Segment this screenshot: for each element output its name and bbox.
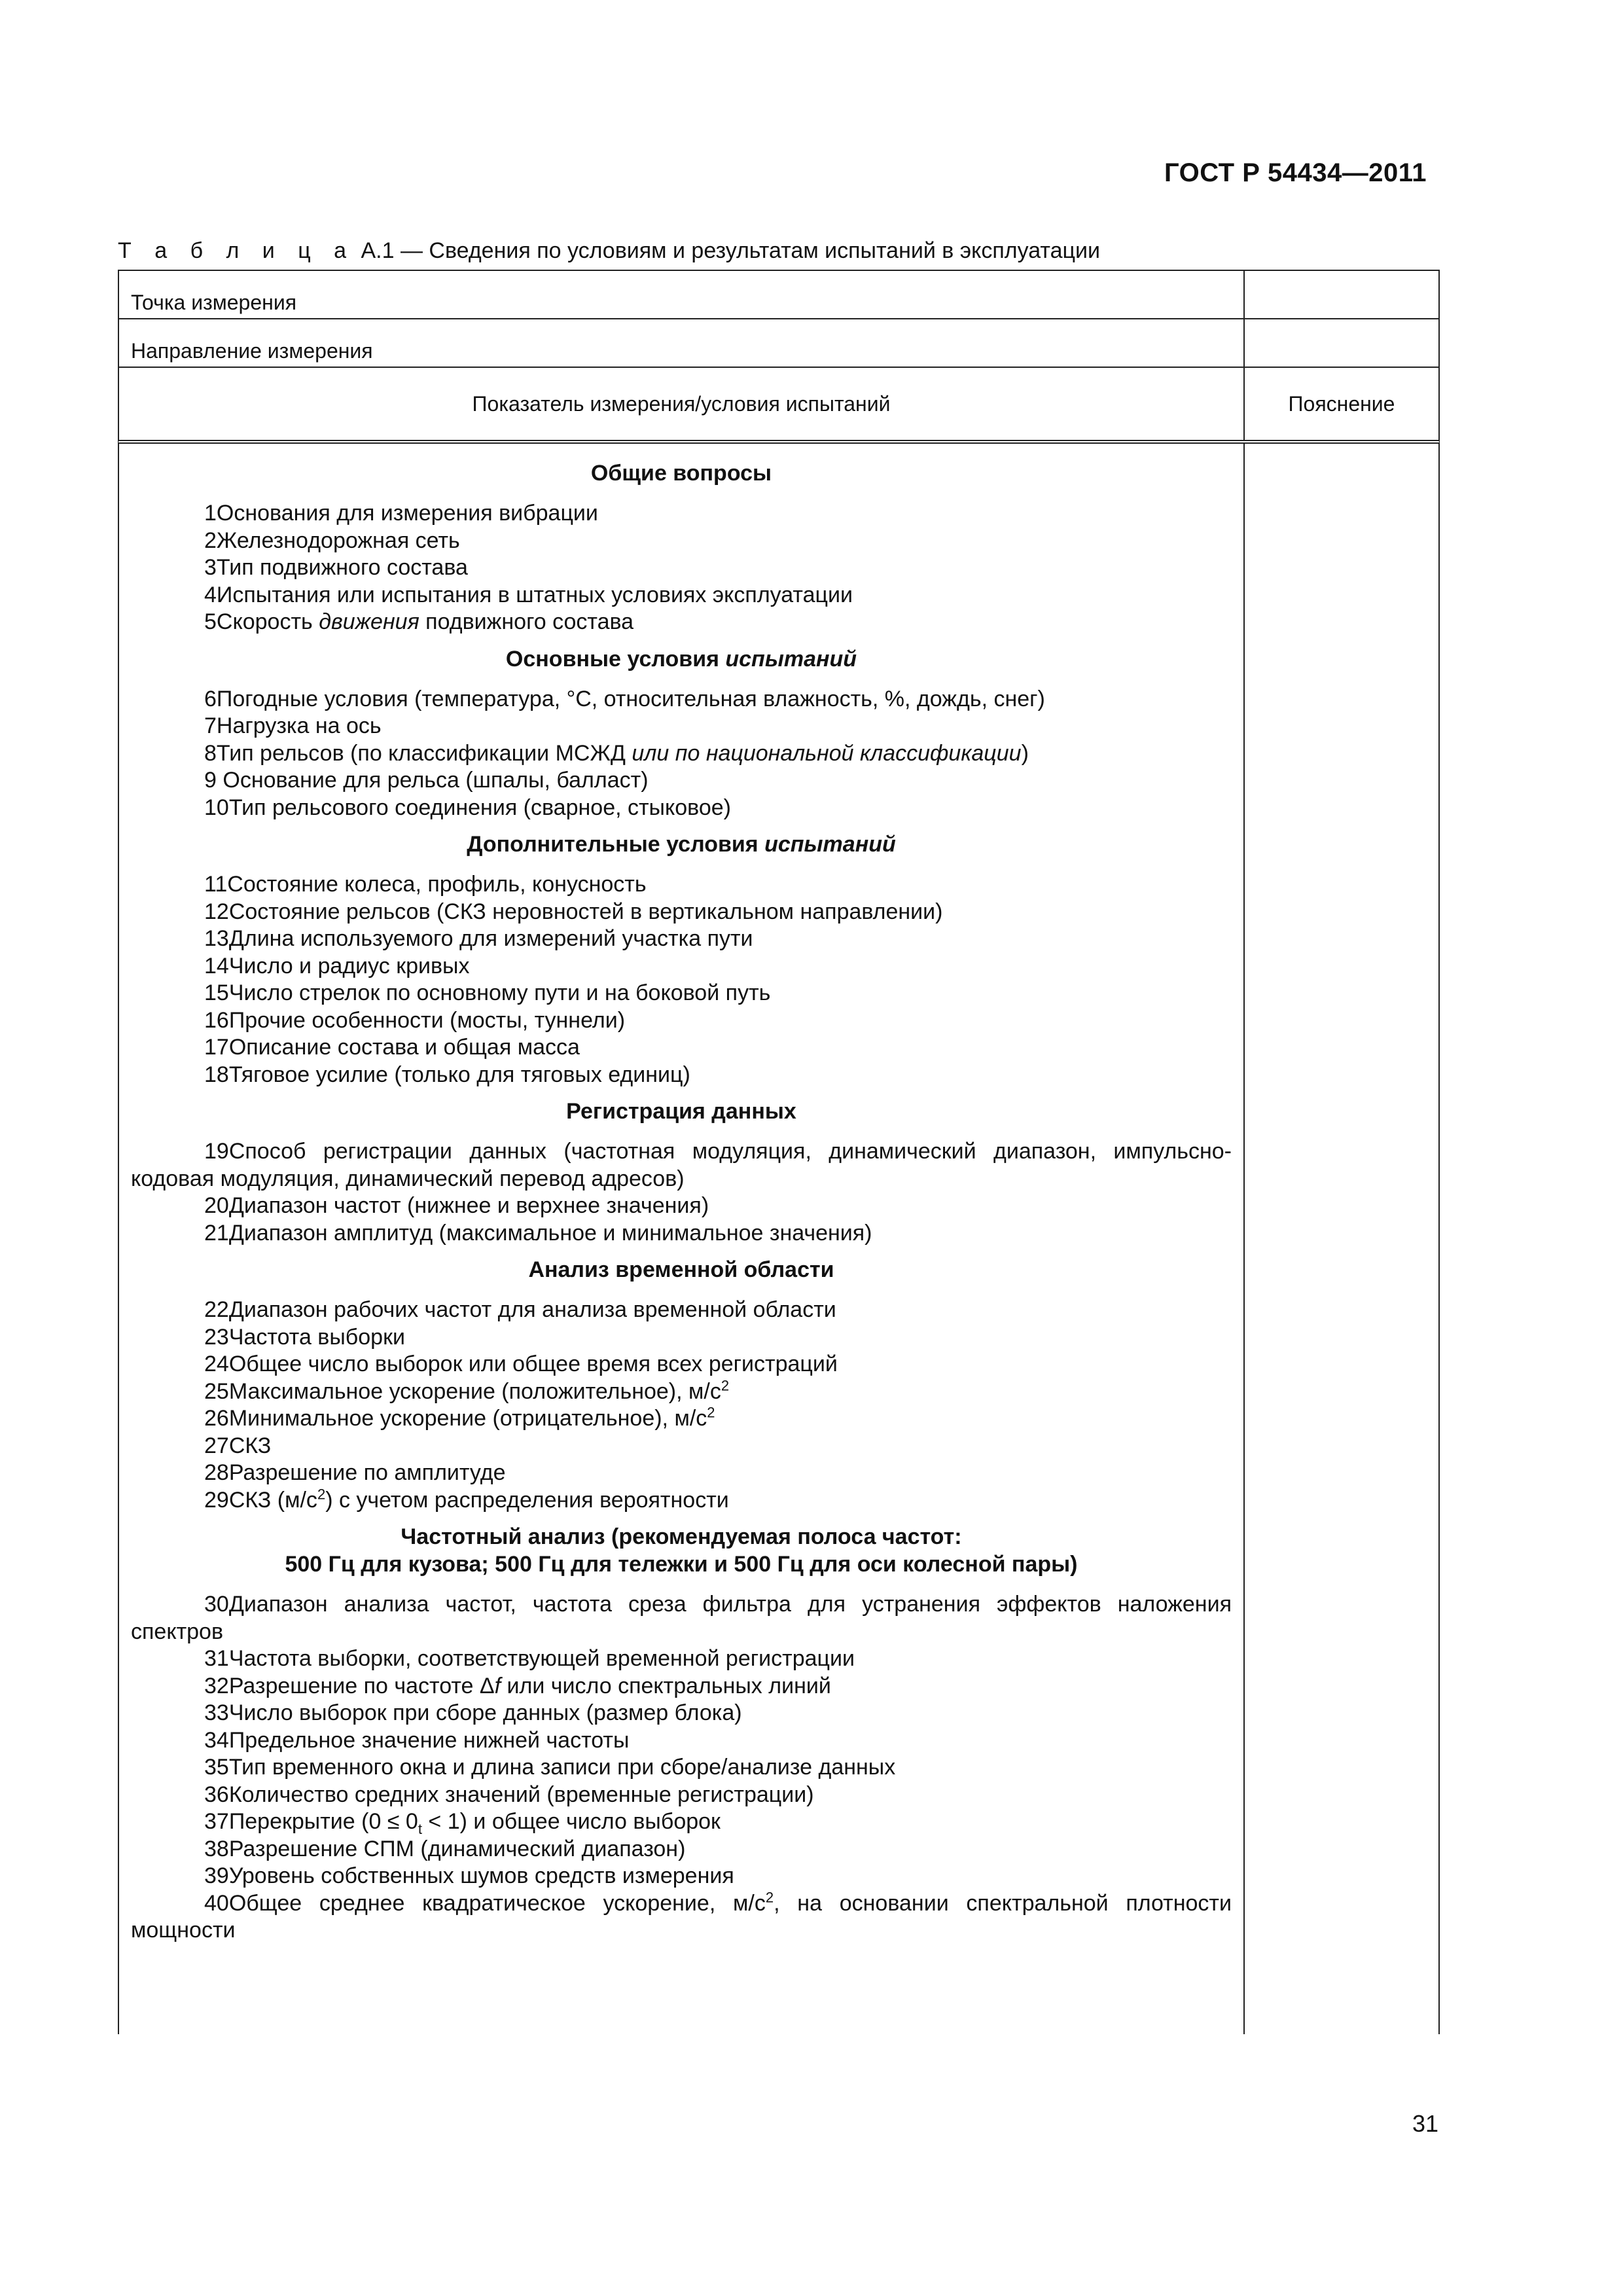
list-item [131, 1062, 1232, 1089]
text-fragment: Минимальное ускорение (отрицательное), м/с [228, 1406, 707, 1431]
list-item [131, 795, 1232, 822]
list-item [131, 609, 1232, 636]
list-item [131, 1297, 1232, 1324]
table-row-direction [118, 318, 1440, 367]
list-item [131, 1836, 1232, 1863]
list-item [131, 1727, 1232, 1755]
text-fragment: Максимальное ускорение (положительное), м/с [228, 1378, 721, 1404]
item-number: 31 [204, 1646, 229, 1671]
table-caption-label: Т а б л и ц а [118, 238, 355, 263]
text-fragment: Анализ временной области [528, 1257, 834, 1282]
text-fragment: Тип рельсов (по классификации МСЖД [216, 740, 632, 766]
list-item [131, 582, 1232, 609]
list-item [131, 500, 1232, 528]
text-fragment: Диапазон анализа частот, частота среза фильтра для устранения эффектов наложения спектров [131, 1592, 1232, 1644]
text-fragment: Уровень собственных шумов средств измерения [228, 1863, 734, 1888]
list-item [131, 980, 1232, 1007]
item-number: 6 [204, 686, 217, 711]
item-number: 17 [204, 1035, 229, 1060]
list-item [131, 1754, 1232, 1782]
list-item [131, 1193, 1232, 1220]
row-value-direction[interactable] [1245, 319, 1438, 367]
list-item [131, 1405, 1232, 1433]
text-fragment: Число и радиус кривых [228, 953, 470, 978]
section-title-line: 500 Гц для кузова; 500 Гц для тележки и 500 Гц для оси колесной пары) [285, 1552, 1078, 1577]
list-item [131, 899, 1232, 926]
item-number: 19 [204, 1139, 229, 1164]
list-item [131, 1890, 1232, 1945]
item-number: 1 [204, 501, 217, 526]
text-fragment: Длина используемого для измерений участка пути [228, 926, 753, 951]
item-number: 37 [204, 1809, 229, 1834]
item-number: 14 [204, 953, 229, 978]
text-fragment: Диапазон амплитуд (максимальное и минимальное значения) [228, 1220, 872, 1246]
row-label-direction: Направление измерения [119, 319, 1245, 367]
table-caption [118, 238, 1100, 264]
section-title [131, 645, 1232, 673]
item-number: 22 [204, 1297, 229, 1322]
item-number: 16 [204, 1007, 229, 1033]
text-fragment: Тяговое усилие (только для тяговых единиц) [228, 1062, 690, 1087]
list-item [131, 1808, 1232, 1836]
text-fragment: Способ регистрации данных (частотная модуляция, динамический диапазон, импульсно-кодовая модуляция, динамический перевод адресов) [131, 1139, 1232, 1191]
item-number: 13 [204, 926, 229, 951]
text-fragment: Общие вопросы [590, 461, 772, 486]
list-item [131, 925, 1232, 953]
text-fragment: Дополнительные условия [467, 832, 765, 857]
item-number: 33 [204, 1700, 229, 1725]
text-fragment: Основание для рельса (шпалы, балласт) [216, 768, 649, 793]
text-fragment: Основные условия [505, 646, 726, 672]
text-fragment: Нагрузка на ось [216, 713, 382, 738]
list-item [131, 871, 1232, 899]
item-number: 10 [204, 795, 229, 820]
text-fragment: или число спектральных линий [501, 1673, 831, 1698]
item-number: 11 [204, 872, 228, 897]
text-fragment: Погодные условия (температура, °С, относительная влажность, %, дождь, снег) [216, 686, 1045, 711]
table-row-point [118, 270, 1440, 318]
text-fragment: Разрешение СПМ (динамический диапазон) [228, 1836, 686, 1861]
text-fragment: Состояние колеса, профиль, конусность [227, 872, 647, 897]
item-number: 35 [204, 1755, 229, 1780]
item-number: 40 [204, 1890, 229, 1916]
list-item [131, 713, 1232, 740]
item-number: 15 [204, 980, 229, 1005]
text-fragment: Общее среднее квадратическое ускорение, м/с [228, 1890, 766, 1916]
text-fragment: Частота выборки, соответствующей временной регистрации [228, 1646, 855, 1671]
item-number: 23 [204, 1324, 229, 1350]
section-title [131, 459, 1232, 487]
text-fragment: Испытания или испытания в штатных условиях эксплуатации [216, 582, 853, 607]
text-fragment: СКЗ [228, 1433, 272, 1458]
item-number: 5 [204, 609, 217, 634]
column-header-main: Показатель измерения/условия испытаний [119, 368, 1245, 440]
list-item [131, 1700, 1232, 1727]
text-fragment: движения [319, 609, 419, 634]
item-number: 27 [204, 1433, 229, 1458]
list-item [131, 1351, 1232, 1378]
list-item [131, 528, 1232, 555]
text-fragment: t [418, 1820, 422, 1837]
section-title [131, 1256, 1232, 1283]
item-number: 28 [204, 1460, 229, 1485]
list-item [131, 1138, 1232, 1193]
item-number: 34 [204, 1727, 229, 1753]
list-item [131, 1673, 1232, 1700]
table-body [118, 444, 1440, 2034]
text-fragment: , на основании спектральной плотности мощности [131, 1890, 1232, 1943]
text-fragment: Разрешение по частоте Δ [228, 1673, 495, 1698]
section-title [131, 831, 1232, 858]
section-title [131, 1523, 1232, 1578]
item-number: 32 [204, 1673, 229, 1698]
text-fragment: Общее число выборок или общее время всех регистраций [228, 1352, 838, 1376]
text-fragment: Разрешение по амплитуде [228, 1460, 506, 1485]
text-fragment: 2 [707, 1404, 715, 1421]
list-item [131, 686, 1232, 713]
text-fragment: Количество средних значений (временные регистрации) [228, 1782, 814, 1807]
text-fragment: Число стрелок по основному пути и на боковой путь [228, 980, 771, 1005]
list-item [131, 1220, 1232, 1247]
text-fragment: Тип временного окна и длина записи при сборе/анализе данных [228, 1755, 896, 1780]
text-fragment: < 1) и общее число выборок [421, 1809, 721, 1834]
text-fragment: Прочие особенности (мосты, туннели) [228, 1007, 626, 1033]
text-fragment: Перекрытие (0 ≤ 0 [228, 1809, 418, 1834]
list-item [131, 1782, 1232, 1809]
list-item [131, 740, 1232, 768]
page-number: 31 [1412, 2110, 1438, 2137]
text-fragment: СКЗ (м/с [228, 1487, 317, 1513]
list-item [131, 1460, 1232, 1487]
item-number: 25 [204, 1378, 229, 1404]
item-number: 9 [204, 768, 217, 793]
item-number: 30 [204, 1592, 229, 1617]
item-number: 26 [204, 1406, 229, 1431]
item-number: 38 [204, 1836, 229, 1861]
text-fragment: Регистрация данных [566, 1099, 796, 1124]
text-fragment: Число выборок при сборе данных (размер блока) [228, 1700, 742, 1725]
text-fragment: ) с учетом распределения вероятности [325, 1487, 729, 1513]
list-item [131, 1645, 1232, 1673]
list-item [131, 554, 1232, 582]
text-fragment: Предельное значение нижней частоты [228, 1727, 630, 1753]
text-fragment: 2 [317, 1486, 326, 1503]
list-item [131, 1378, 1232, 1406]
list-item [131, 953, 1232, 980]
text-fragment: Частота выборки [228, 1324, 405, 1350]
item-number: 18 [204, 1062, 229, 1087]
explanation-column[interactable] [1245, 444, 1438, 2034]
text-fragment: Тип рельсового соединения (сварное, стыковое) [228, 795, 731, 820]
text-fragment: Состояние рельсов (СКЗ неровностей в вертикальном направлении) [228, 899, 943, 924]
list-item [131, 1034, 1232, 1062]
sections-list [119, 444, 1245, 2034]
row-value-point[interactable] [1245, 271, 1438, 318]
item-number: 4 [204, 582, 217, 607]
text-fragment: Диапазон рабочих частот для анализа временной области [228, 1297, 836, 1322]
document-code: ГОСТ Р 54434—2011 [1164, 158, 1427, 187]
text-fragment: Тип подвижного состава [216, 555, 468, 580]
section-title-line: Частотный анализ (рекомендуемая полоса частот: [401, 1524, 962, 1549]
item-number: 12 [204, 899, 229, 924]
text-fragment: Диапазон частот (нижнее и верхнее значения) [228, 1193, 709, 1218]
table-column-headers [118, 367, 1440, 444]
text-fragment: испытаний [764, 832, 896, 857]
results-table [118, 270, 1440, 2034]
table-caption-text: А.1 — Сведения по условиям и результатам испытаний в эксплуатации [361, 238, 1100, 263]
text-fragment: 2 [765, 1889, 774, 1906]
item-number: 20 [204, 1193, 229, 1218]
item-number: 36 [204, 1782, 229, 1807]
item-number: 24 [204, 1352, 229, 1376]
list-item [131, 1433, 1232, 1460]
list-item [131, 1007, 1232, 1035]
item-number: 2 [204, 528, 217, 553]
row-label-point: Точка измерения [119, 271, 1245, 318]
item-number: 29 [204, 1487, 229, 1513]
item-number: 39 [204, 1863, 229, 1888]
text-fragment: испытаний [725, 646, 857, 672]
list-item [131, 1863, 1232, 1890]
list-item [131, 1487, 1232, 1515]
text-fragment: Основания для измерения вибрации [216, 501, 598, 526]
list-item [131, 767, 1232, 795]
text-fragment: Железнодорожная сеть [216, 528, 460, 553]
text-fragment: ) [1021, 740, 1029, 766]
item-number: 8 [204, 740, 217, 766]
text-fragment: 2 [721, 1377, 730, 1394]
item-number: 21 [204, 1220, 229, 1246]
text-fragment: f [494, 1673, 501, 1698]
text-fragment: Скорость [216, 609, 319, 634]
section-title [131, 1098, 1232, 1125]
list-item [131, 1591, 1232, 1645]
column-header-side: Пояснение [1288, 391, 1395, 416]
text-fragment: или по национальной классификации [632, 740, 1022, 766]
text-fragment: подвижного состава [419, 609, 634, 634]
item-number: 7 [204, 713, 217, 738]
list-item [131, 1324, 1232, 1352]
item-number: 3 [204, 555, 217, 580]
text-fragment: Описание состава и общая масса [228, 1035, 580, 1060]
